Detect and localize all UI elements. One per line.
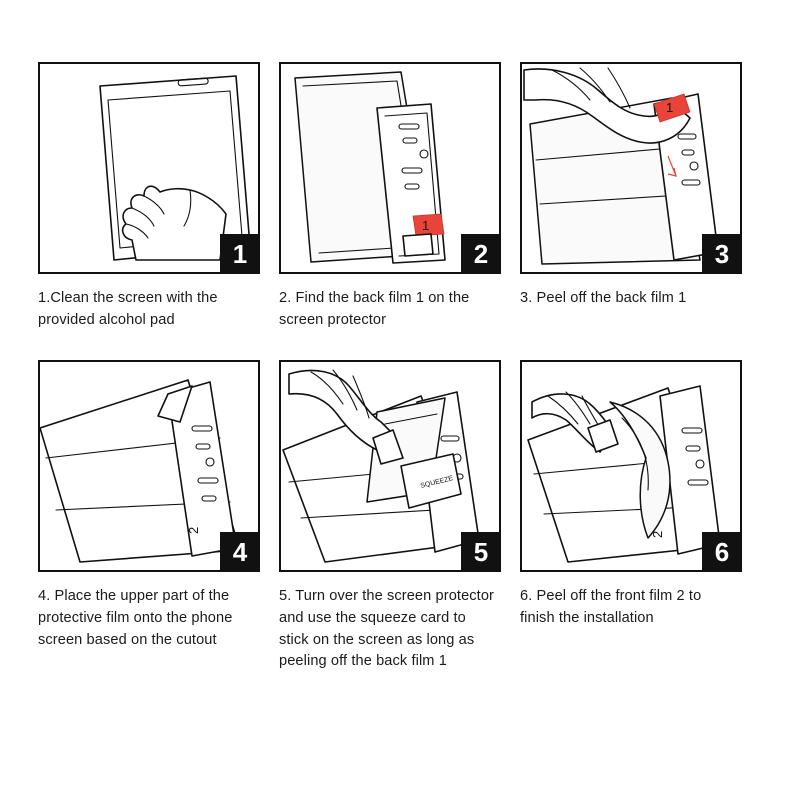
step-number-badge: 1 (220, 234, 260, 274)
step-cell-1 (38, 62, 279, 332)
step-illustration-3 (520, 62, 742, 274)
step-cell-6 (520, 360, 761, 674)
steps-grid (38, 62, 762, 673)
step-caption-2: 2. Find the back film 1 on the screen protector (279, 290, 470, 328)
film-label-1-step3: 1 (666, 100, 674, 115)
step-caption-1: 1.Clean the screen with the provided alcohol pad (38, 290, 218, 328)
film-label-2-step4: 2 (186, 526, 201, 534)
squeeze-card-label: SQUEEZE (419, 474, 454, 490)
step-number-badge: 2 (461, 234, 501, 274)
step-number-badge: 6 (702, 532, 742, 572)
step-cell-4 (38, 360, 279, 674)
step-number-badge: 3 (702, 234, 742, 274)
film-label-1-step2: 1 (422, 218, 430, 233)
step-cell-2 (279, 62, 520, 332)
film-label-2-step6: 2 (650, 530, 665, 538)
step-caption-5: 5. Turn over the screen protector and use the squeeze card to stick on the screen as long as peeling off the back film 1 (279, 587, 495, 670)
step-illustration-6 (520, 360, 742, 572)
step-caption-4: 4. Place the upper part of the protective film onto the phone screen based on the cutout (38, 587, 233, 648)
step-illustration-1 (38, 62, 260, 274)
step-number-badge: 5 (461, 532, 501, 572)
step-illustration-4 (38, 360, 260, 572)
step-illustration-2 (279, 62, 501, 274)
step-cell-5 (279, 360, 520, 674)
step-number-badge: 4 (220, 532, 260, 572)
step-caption-6: 6. Peel off the front film 2 to finish the installation (520, 587, 702, 626)
step-cell-3 (520, 62, 761, 332)
step-caption-3: 3. Peel off the back film 1 (520, 290, 687, 306)
step-illustration-5 (279, 360, 501, 572)
